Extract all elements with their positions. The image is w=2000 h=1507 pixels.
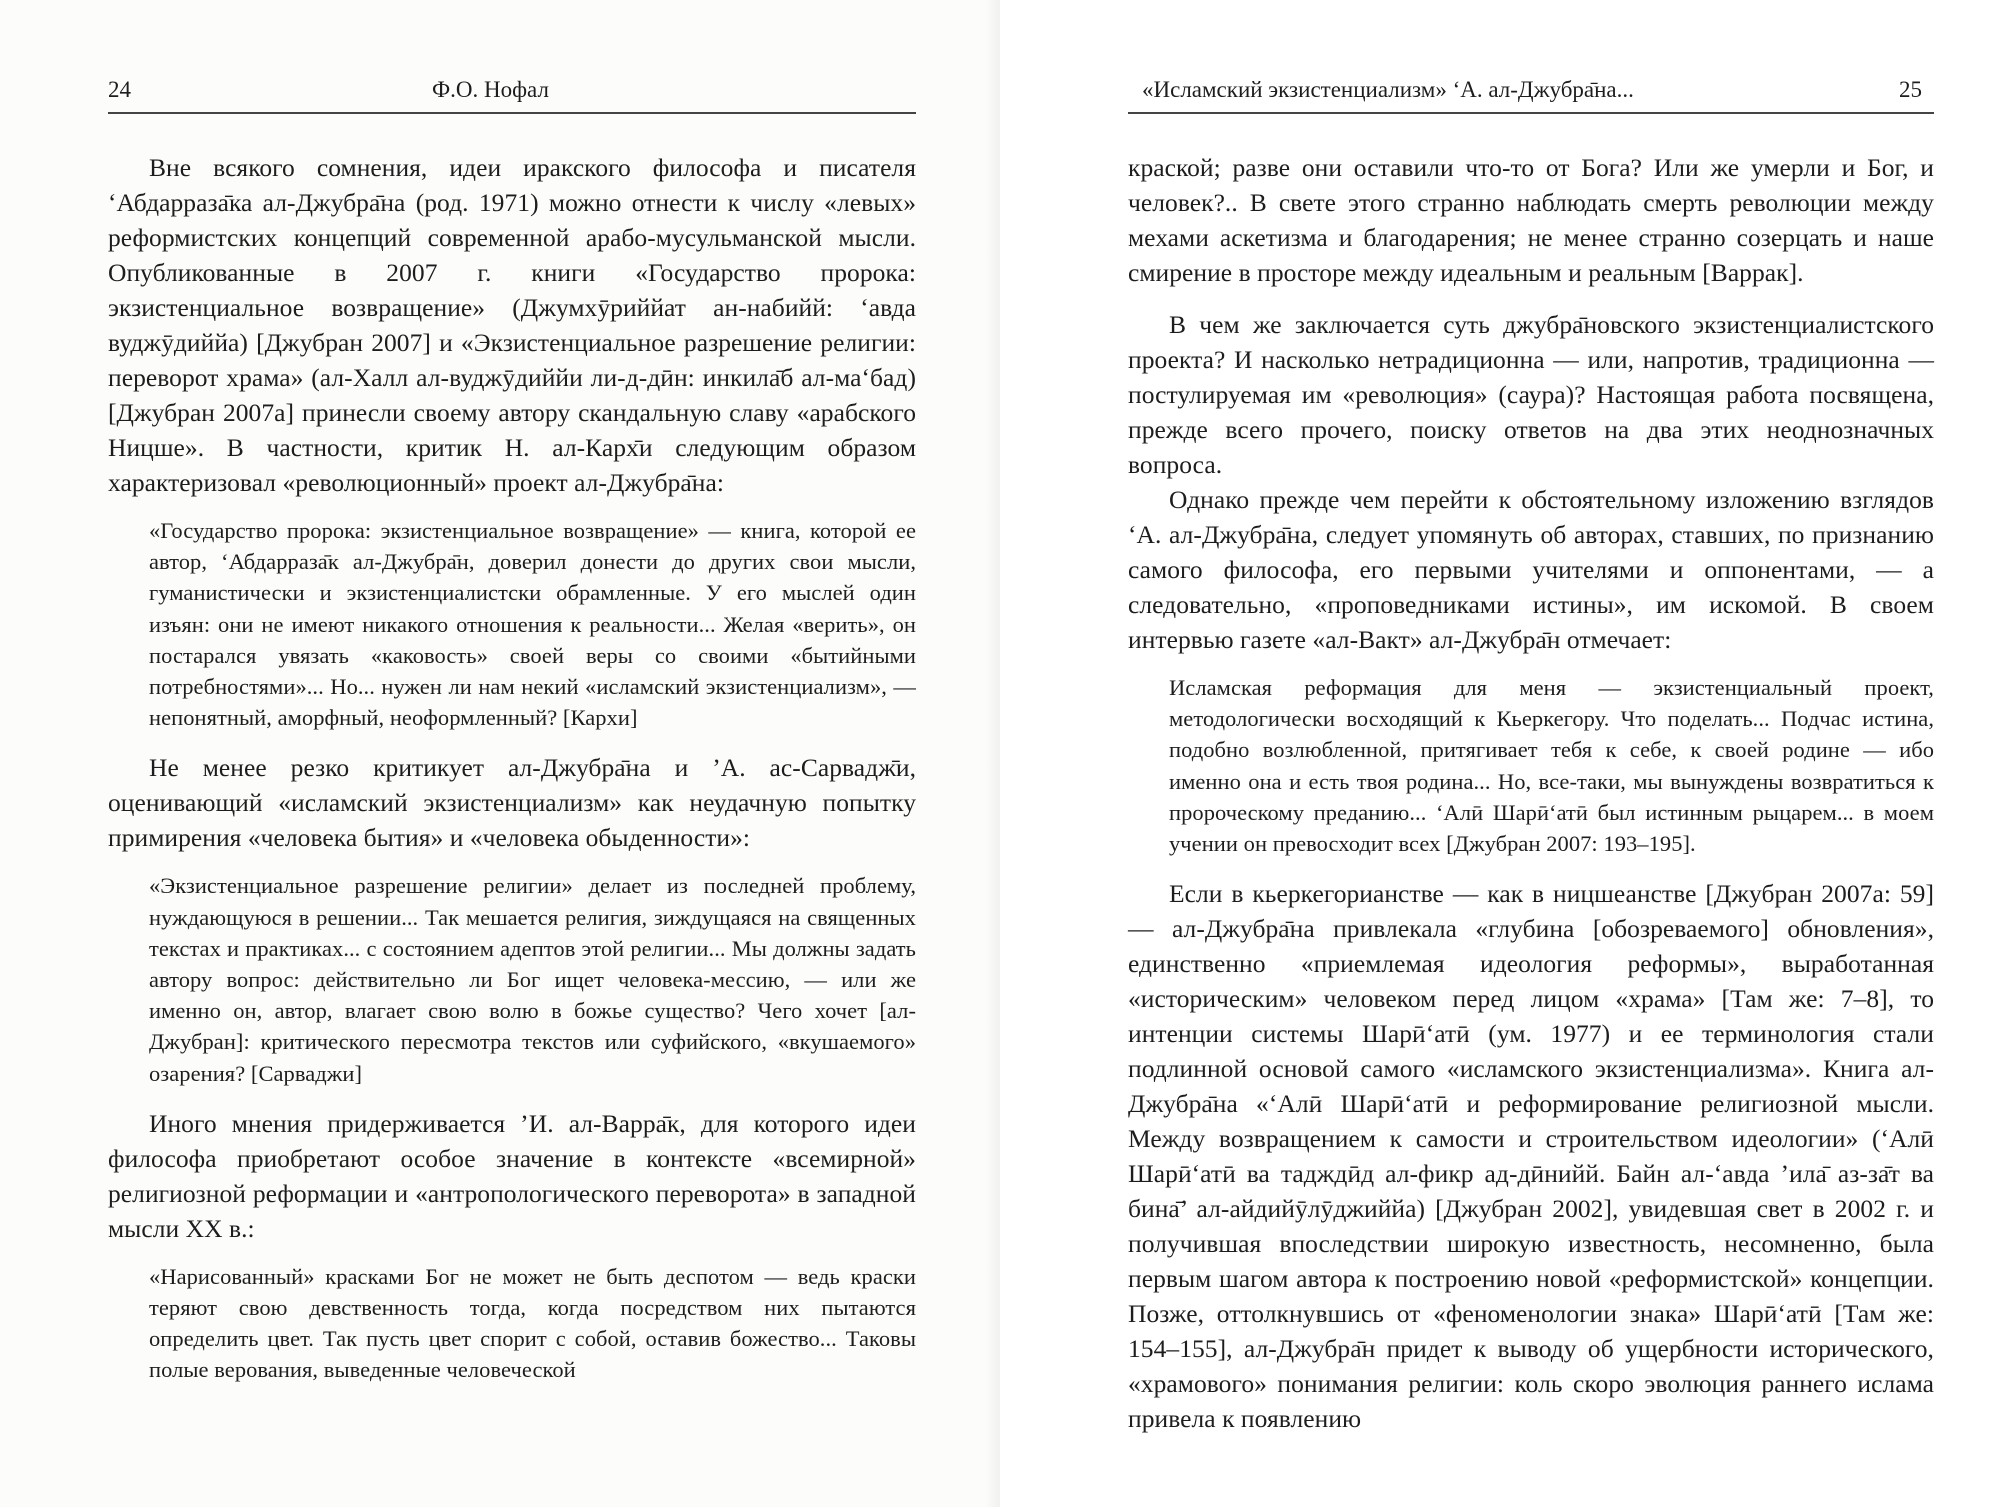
body-paragraph: Не менее резко критикует ал-Джубра̄на и ’А. ас-Сарвадж̄и, оценивающий «исламский экзистенциализм» как неудачную попытку примирения «человека бытия» и «человека обыденности»: (108, 753, 916, 853)
running-head: «Исламский экзистенциализм» ‘А. ал-Джубра̄на... (1142, 77, 1634, 102)
page-number: 24 (108, 77, 131, 102)
header-rule (1128, 112, 1934, 114)
block-quote: «Нарисованный» красками Бог не может не быть деспотом — ведь краски теряют свою девственность тогда, когда посредством них пытаются определить цвет. Так пусть цвет спорит с собой, оставив божество... Таковы полые верования, выведенные человеческой (149, 1263, 916, 1383)
left-page-text (108, 150, 916, 1386)
page-number: 25 (1899, 77, 1922, 102)
right-page-header (1128, 74, 1934, 114)
block-quote: «Экзистенциальное разрешение религии» делает из последней проблему, нуждающуюся в решении... Так мешается религия, зиждущаяся на священных текстах и практиках... с состоянием адептов этой религии... Мы должны задать автору вопрос: действительно ли Бог ищет человека-мессию, — или же именно он, автор, влагает свою волю в божье существо? Чего хочет [ал-Джубран]: критического пересмотра текстов или суфийского, «вкушаемого» озарения? [Сарваджи] (149, 873, 916, 1086)
header-rule (108, 112, 916, 114)
block-quote: «Государство пророка: экзистенциальное возвращение» — книга, которой ее автор, ‘Абдарраза̄к ал-Джубра̄н, доверил донести до других свои мысли, гуманистически и экзистенциалистски обрамленные. У его мыслей один изъян: они не имеют никакого отношения к реальности... Желая «верить», он постарался увязать «каковость» своей веры со своими «бытийными потребностями»... Но... нужен ли нам некий «исламский экзистенциализм», — непонятный, аморфный, неоформленный? [Кархи] (149, 518, 916, 731)
body-paragraph: Иного мнения придерживается ’И. ал-Варра̄к, для которого идеи философа приобретают особое значение в контексте «всемирной» религиозной реформации и «антропологического переворота» в западной мысли XX в.: (108, 1108, 916, 1243)
body-paragraph: В чем же заключается суть джубра̄новского экзистенциалистского проекта? И насколько нетрадиционна — или, напротив, традиционна — постулируемая им «революция» (саура)? Настоящая работа посвящена, прежде всего прочего, поиску ответов на два этих неоднозначных вопроса. (1128, 310, 1934, 479)
right-page-text (1128, 150, 1934, 1436)
left-page-header (108, 74, 916, 114)
body-paragraph: Вне всякого сомнения, идеи иракского философа и писателя ‘Абдарраза̄ка ал-Джубра̄на (род. 1971) можно отнести к числу «левых» реформистских концепций современной арабо-мусульманской мысли. Опубликованные в 2007 г. книги «Государство пророка: экзистенциальное возвращение» (Джумхӯриййат ан-набийй: ‘авда вуджӯдиййа) [Джубран 2007] и «Экзистенциальное разрешение религии: переворот храма» (ал-Халл ал-вуджӯдиййи ли-д-дӣн: инкила̄б ал-ма‘бад) [Джубран 2007а] принесли своему автору скандальную славу «арабского Ницше». В частности, критик Н. ал-Карх̄и следующим образом характеризовал «революционный» проект ал-Джубра̄на: (108, 153, 916, 497)
body-paragraph: Если в кьеркегорианстве — как в ницшеанстве [Джубран 2007а: 59] — ал-Джубра̄на привлекала «глубина [обозреваемого] обновления», единственно «приемлемая идеология реформы», выработанная «историческим» человеком перед лицом «храма» [Там же: 7–8], то интенции системы Шарӣ‘атӣ (ум. 1977) и ее терминология стали подлинной основой самого «исламского экзистенциализма». Книга ал-Джубра̄на «‘Алӣ Шарӣ‘атӣ и реформирование религиозной мысли. Между возвращением к самости и строительством идеологии» (‘Алӣ Шарӣ‘атӣ ва тадждӣд ал-фикр ад-дӣнийй. Байн ал-‘авда ’ила̄ аз-за̄т ва бина̄’ ал-айдийӯлӯджиййа) [Джубран 2002], увидевшая свет в 2002 г. и получившая впоследствии широкую известность, несомненно, была первым шагом автора к построению новой «реформистской» концепции. Позже, оттолкнувшись от «феноменологии знака» Шарӣ‘атӣ [Там же: 154–155], ал-Джубра̄н придет к выводу об ущербности исторического, «храмового» понимания религии: коль скоро эволюция раннего ислама привела к появлению (1128, 879, 1934, 1434)
block-quote: Исламская реформация для меня — экзистенциальный проект, методологически восходящий к Кьеркегору. Что поделать... Подчас истина, подобно возлюбленной, притягивает тебя к себе, к своей родине — ибо именно она и есть твоя родина... Но, все-таки, мы вынуждены возвратиться к пророческому преданию... ‘Алӣ Шарӣ‘атӣ был истинным рыцарем... в моем учении он превосходит всех [Джубран 2007: 193–195]. (1169, 675, 1934, 857)
body-paragraph: краской; разве они оставили что-то от Бога? Или же умерли и Бог, и человек?.. В свете этого странно наблюдать смерть революции между мехами аскетизма и благодарения; не менее странно созерцать и наше смирение в просторе между идеальным и реальным [Варрак]. (1128, 153, 1934, 287)
right-page (1000, 0, 2000, 1507)
body-paragraph: Однако прежде чем перейти к обстоятельному изложению взглядов ‘А. ал-Джубра̄на, следует упомянуть об авторах, ставших, по признанию самого философа, его первыми учителями и оппонентами, — а следовательно, «проповедниками истины», им искомой. В своем интервью газете «ал-Вакт» ал-Джубра̄н отмечает: (1128, 485, 1934, 654)
running-head: Ф.О. Нофал (432, 77, 549, 102)
